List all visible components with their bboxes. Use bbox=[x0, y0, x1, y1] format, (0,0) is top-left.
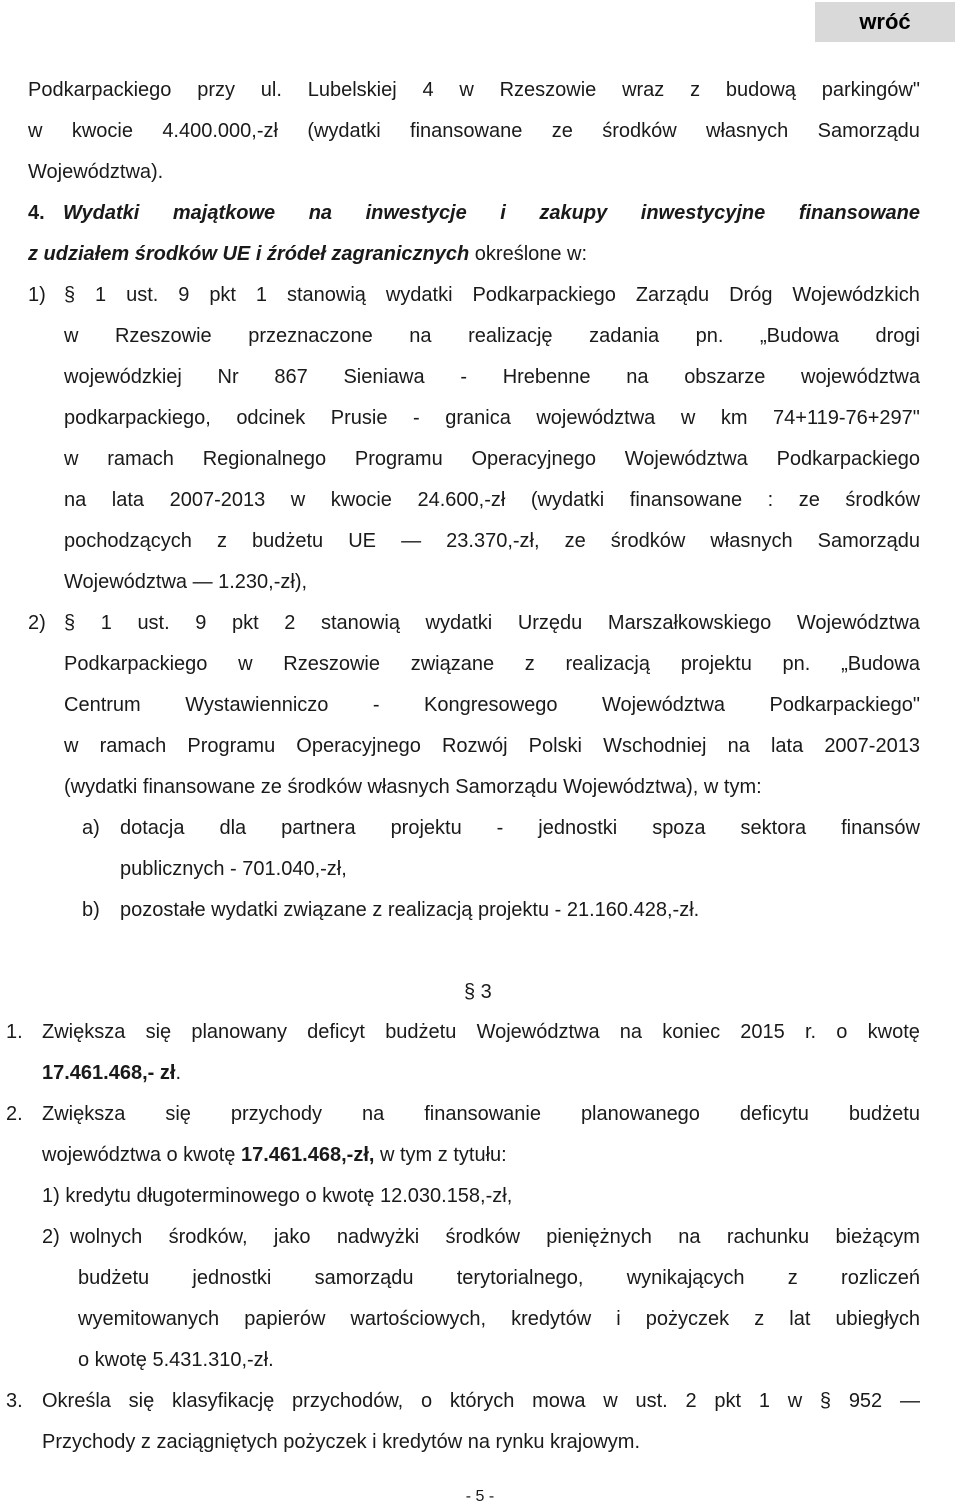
word: Zwiększa bbox=[42, 1103, 126, 1125]
word: lata bbox=[111, 489, 145, 511]
word: jednostki bbox=[538, 817, 618, 839]
word: - bbox=[372, 694, 380, 716]
word: Programu bbox=[187, 735, 276, 757]
word: stanowią bbox=[286, 284, 366, 306]
word: - bbox=[413, 407, 420, 429]
point-line bbox=[64, 529, 920, 553]
subitem-line: o kwotę 5.431.310,-zł. bbox=[78, 1349, 274, 1371]
word: 2015 bbox=[740, 1021, 785, 1043]
point-line bbox=[64, 447, 920, 471]
word: finansowane bbox=[629, 489, 743, 511]
word: Województwa bbox=[476, 1021, 600, 1043]
word: dotacja bbox=[120, 817, 185, 839]
word: zakupy bbox=[539, 202, 608, 224]
subpoint-letter: b) bbox=[82, 899, 100, 921]
word: przeznaczone bbox=[248, 325, 373, 347]
point-line bbox=[64, 406, 920, 430]
word: Regionalnego bbox=[202, 448, 327, 470]
word: Określa bbox=[42, 1390, 111, 1412]
word: 4 bbox=[422, 79, 434, 101]
word: i bbox=[500, 202, 506, 224]
word: kwocie bbox=[71, 120, 133, 142]
word: o bbox=[836, 1021, 848, 1043]
word: parkingów" bbox=[821, 79, 920, 101]
word: (wydatki bbox=[307, 120, 381, 142]
word: koniec bbox=[662, 1021, 721, 1043]
word: Wydatki bbox=[63, 202, 140, 224]
word: Lubelskiej bbox=[307, 79, 397, 101]
word: kwotę bbox=[867, 1021, 920, 1043]
word: pn. bbox=[782, 653, 811, 675]
word: Hrebenne bbox=[502, 366, 591, 388]
word: inwestycje bbox=[365, 202, 467, 224]
word: § bbox=[819, 1390, 832, 1412]
word: na bbox=[727, 735, 750, 757]
word: własnych bbox=[706, 120, 789, 142]
point-line bbox=[64, 365, 920, 389]
word: ze bbox=[798, 489, 820, 511]
word: realizacją bbox=[565, 653, 650, 675]
subitem-number: 2) bbox=[42, 1226, 60, 1248]
word: Zarządu bbox=[635, 284, 710, 306]
word: na bbox=[409, 325, 432, 347]
word: Urzędu bbox=[517, 612, 583, 634]
word: wynikających bbox=[626, 1267, 745, 1289]
point-line bbox=[64, 324, 920, 348]
word: w bbox=[28, 120, 43, 142]
word: Podkarpackiego bbox=[776, 448, 920, 470]
word: „Budowa bbox=[760, 325, 839, 347]
word: Kongresowego bbox=[424, 694, 558, 716]
subitem-line bbox=[70, 1225, 920, 1249]
word: drogi bbox=[875, 325, 920, 347]
item-line bbox=[42, 1102, 920, 1126]
word: pkt bbox=[232, 612, 259, 634]
item-line-end: w tym z tytułu: bbox=[380, 1144, 507, 1166]
word: środków bbox=[845, 489, 920, 511]
word: Programu bbox=[354, 448, 443, 470]
word: pkt bbox=[209, 284, 236, 306]
word: Podkarpackiego bbox=[64, 653, 208, 675]
point-number: 1) bbox=[28, 284, 46, 306]
item-number: 1. bbox=[6, 1021, 23, 1043]
word: finansów bbox=[841, 817, 920, 839]
word: deficyt bbox=[307, 1021, 365, 1043]
word: Podkarpackiego bbox=[472, 284, 616, 306]
word: bieżącym bbox=[835, 1226, 920, 1248]
word: lat bbox=[789, 1308, 811, 1330]
word: Wystawienniczo bbox=[185, 694, 329, 716]
word: pochodzących bbox=[64, 530, 192, 552]
word: § bbox=[64, 612, 76, 634]
word: Wschodniej bbox=[603, 735, 707, 757]
word: wydatki bbox=[385, 284, 453, 306]
back-button[interactable]: wróć bbox=[815, 2, 955, 42]
word: Samorządu bbox=[817, 120, 920, 142]
word: : bbox=[767, 489, 774, 511]
word: Operacyjnego bbox=[296, 735, 421, 757]
word: Samorządu bbox=[817, 530, 920, 552]
point-line bbox=[64, 652, 920, 676]
word: jako bbox=[273, 1226, 311, 1248]
subpoint-line: pozostałe wydatki związane z realizacją projektu - 21.160.428,-zł. bbox=[120, 899, 700, 921]
word: w bbox=[64, 448, 79, 470]
word: ul. bbox=[260, 79, 282, 101]
word: ust. bbox=[635, 1390, 668, 1412]
word: o bbox=[420, 1390, 433, 1412]
word: deficytu bbox=[739, 1103, 809, 1125]
subitem-line: 1) kredytu długoterminowego o kwotę 12.030.158,-zł, bbox=[42, 1185, 513, 1207]
word: budową bbox=[725, 79, 796, 101]
word: projektu bbox=[680, 653, 752, 675]
word: środków bbox=[445, 1226, 520, 1248]
word: budżetu bbox=[252, 530, 324, 552]
word: Województwa bbox=[601, 694, 725, 716]
word: samorządu bbox=[314, 1267, 414, 1289]
word: odcinek bbox=[236, 407, 306, 429]
word: zadania bbox=[589, 325, 660, 347]
word: — bbox=[899, 1390, 920, 1412]
word: 867 bbox=[274, 366, 308, 388]
word: środków, bbox=[168, 1226, 248, 1248]
word: majątkowe bbox=[172, 202, 276, 224]
item-heading-continued bbox=[28, 242, 587, 266]
word: Wojewódzkich bbox=[792, 284, 920, 306]
word: na bbox=[678, 1226, 701, 1248]
word: 2007-2013 bbox=[824, 735, 920, 757]
subpoint-letter: a) bbox=[82, 817, 100, 839]
word: się bbox=[128, 1390, 155, 1412]
word: § bbox=[64, 284, 76, 306]
item-line bbox=[42, 1061, 181, 1085]
point-line bbox=[64, 611, 920, 635]
word: mowa bbox=[532, 1390, 586, 1412]
word: budżetu bbox=[848, 1103, 920, 1125]
word: przy bbox=[197, 79, 236, 101]
word: partnera bbox=[281, 817, 356, 839]
word: ramach bbox=[99, 735, 167, 757]
word: finansowanie bbox=[424, 1103, 541, 1125]
word: dla bbox=[219, 817, 247, 839]
word: granica bbox=[445, 407, 511, 429]
item-line bbox=[42, 1143, 507, 1167]
word: z bbox=[787, 1267, 798, 1289]
word: rachunku bbox=[726, 1226, 810, 1248]
word: budżetu bbox=[78, 1267, 150, 1289]
word: wydatki bbox=[425, 612, 493, 634]
item-heading bbox=[63, 201, 920, 225]
word: w bbox=[64, 325, 79, 347]
word: ubiegłych bbox=[835, 1308, 920, 1330]
word: pieniężnych bbox=[546, 1226, 652, 1248]
item-number: 2. bbox=[6, 1103, 23, 1125]
word: Zwiększa bbox=[42, 1021, 126, 1043]
word: Województwa bbox=[624, 448, 748, 470]
word: r. bbox=[804, 1021, 817, 1043]
word: papierów bbox=[244, 1308, 326, 1330]
word: sektora bbox=[740, 817, 807, 839]
word: ze bbox=[551, 120, 573, 142]
point-line bbox=[64, 693, 920, 717]
word: podkarpackiego, bbox=[64, 407, 211, 429]
word: w bbox=[238, 653, 253, 675]
word: Marszałkowskiego bbox=[607, 612, 772, 634]
word: planowany bbox=[191, 1021, 287, 1043]
word: wojewódzkiej bbox=[64, 366, 182, 388]
revenue-amount: 17.461.468,-zł, bbox=[241, 1144, 375, 1166]
word: rozliczeń bbox=[841, 1267, 920, 1289]
word: w bbox=[603, 1390, 618, 1412]
word: 1 bbox=[255, 284, 268, 306]
word: Podkarpackiego" bbox=[769, 694, 920, 716]
word: inwestycyjne bbox=[640, 202, 766, 224]
word: w bbox=[459, 79, 474, 101]
word: realizację bbox=[468, 325, 553, 347]
word: z bbox=[524, 653, 535, 675]
subitem-line bbox=[78, 1307, 920, 1331]
subitem-line bbox=[78, 1266, 920, 1290]
item-number: 4. bbox=[28, 202, 45, 224]
subpoint-line: publicznych - 701.040,-zł, bbox=[120, 858, 347, 880]
word: 2007-2013 bbox=[169, 489, 266, 511]
word: spoza bbox=[652, 817, 706, 839]
word: Rzeszowie bbox=[499, 79, 597, 101]
word: projektu bbox=[390, 817, 462, 839]
word: na bbox=[619, 1021, 643, 1043]
word: i bbox=[616, 1308, 621, 1330]
word: Centrum bbox=[64, 694, 141, 716]
word: Rzeszowie bbox=[283, 653, 380, 675]
word: na bbox=[626, 366, 649, 388]
word: terytorialnego, bbox=[456, 1267, 584, 1289]
word: Podkarpackiego bbox=[28, 79, 172, 101]
word: kredytów bbox=[511, 1308, 592, 1330]
word: w bbox=[290, 489, 306, 511]
word: Sieniawa bbox=[343, 366, 425, 388]
word: Rzeszowie bbox=[114, 325, 212, 347]
word: 24.600,-zł bbox=[417, 489, 506, 511]
word: stanowią bbox=[321, 612, 400, 634]
word: Polski bbox=[528, 735, 582, 757]
word: z bbox=[690, 79, 701, 101]
word: 1 bbox=[95, 284, 107, 306]
word: ust. bbox=[126, 284, 159, 306]
word: obszarze bbox=[684, 366, 766, 388]
deficit-amount: 17.461.468,- zł bbox=[42, 1062, 176, 1084]
word: jednostki bbox=[192, 1267, 272, 1289]
item-heading-rest: określone w: bbox=[474, 243, 588, 265]
word: których bbox=[449, 1390, 515, 1412]
paragraph-line bbox=[28, 78, 920, 102]
word: UE bbox=[348, 530, 377, 552]
word: wartościowych, bbox=[350, 1308, 487, 1330]
item-line-end: . bbox=[175, 1062, 181, 1084]
word: 2 bbox=[284, 612, 296, 634]
word: 1 bbox=[100, 612, 112, 634]
word: - bbox=[460, 366, 467, 388]
word: wraz bbox=[622, 79, 665, 101]
point-number: 2) bbox=[28, 612, 46, 634]
word: Województwa bbox=[796, 612, 920, 634]
word: się bbox=[145, 1021, 172, 1043]
word: w bbox=[680, 407, 696, 429]
word: środków bbox=[610, 530, 686, 552]
word: z bbox=[754, 1308, 765, 1330]
point-line bbox=[64, 488, 920, 512]
word: (wydatki bbox=[530, 489, 605, 511]
word: nadwyżki bbox=[336, 1226, 420, 1248]
word: finansowane bbox=[798, 202, 920, 224]
word: „Budowa bbox=[841, 653, 920, 675]
word: 1 bbox=[758, 1390, 770, 1412]
word: planowanego bbox=[580, 1103, 700, 1125]
item-number: 3. bbox=[6, 1390, 23, 1412]
word: pożyczek bbox=[645, 1308, 730, 1330]
point-line bbox=[64, 283, 920, 307]
word: się bbox=[165, 1103, 191, 1125]
item-line bbox=[42, 1389, 920, 1413]
item-line bbox=[42, 1020, 920, 1044]
word: ze bbox=[564, 530, 586, 552]
word: finansowane bbox=[410, 120, 523, 142]
word: pn. bbox=[695, 325, 724, 347]
word: na bbox=[308, 202, 333, 224]
word: województwa bbox=[536, 407, 656, 429]
page-number: - 5 - bbox=[465, 1488, 495, 1505]
word: z bbox=[216, 530, 227, 552]
word: 9 bbox=[178, 284, 190, 306]
word: Dróg bbox=[729, 284, 773, 306]
word: 2 bbox=[685, 1390, 697, 1412]
word: 952 bbox=[848, 1390, 883, 1412]
word: środków bbox=[602, 120, 677, 142]
paragraph-line bbox=[28, 119, 920, 143]
item-line-start: województwa o kwotę bbox=[42, 1144, 236, 1166]
word: - bbox=[496, 817, 504, 839]
word: przychody bbox=[230, 1103, 323, 1125]
word: w bbox=[64, 735, 79, 757]
paragraph-line: Województwa). bbox=[28, 161, 164, 183]
word: na bbox=[362, 1103, 385, 1125]
word: w bbox=[787, 1390, 803, 1412]
word: na bbox=[64, 489, 87, 511]
word: Nr bbox=[217, 366, 239, 388]
word: budżetu bbox=[385, 1021, 457, 1043]
word: związane bbox=[410, 653, 495, 675]
point-line bbox=[64, 734, 920, 758]
word: wolnych bbox=[70, 1226, 143, 1248]
word: Rozwój bbox=[441, 735, 508, 757]
word: województwa bbox=[801, 366, 920, 388]
word: km bbox=[720, 407, 748, 429]
word: ust. bbox=[137, 612, 170, 634]
word: kwocie bbox=[330, 489, 392, 511]
word: ramach bbox=[107, 448, 174, 470]
word: 23.370,-zł, bbox=[446, 530, 540, 552]
word: 74+119-76+297" bbox=[773, 407, 920, 429]
subpoint-line bbox=[120, 816, 920, 840]
point-line: (wydatki finansowane ze środków własnych Samorządu Województwa), w tym: bbox=[64, 776, 762, 798]
word: Operacyjnego bbox=[471, 448, 596, 470]
word: 9 bbox=[195, 612, 207, 634]
point-line: Województwa — 1.230,-zł), bbox=[64, 571, 308, 593]
word: — bbox=[401, 530, 422, 552]
word: wyemitowanych bbox=[78, 1308, 220, 1330]
word: 4.400.000,-zł bbox=[162, 120, 278, 142]
word: przychodów, bbox=[292, 1390, 404, 1412]
word: Prusie bbox=[330, 407, 388, 429]
section-heading: § 3 bbox=[464, 981, 492, 1003]
item-heading-bold: z udziałem środków UE i źródeł zagranicznych bbox=[28, 243, 470, 265]
word: klasyfikację bbox=[172, 1390, 275, 1412]
word: własnych bbox=[710, 530, 793, 552]
item-line: Przychody z zaciągniętych pożyczek i kredytów na rynku krajowym. bbox=[42, 1431, 641, 1453]
word: lata bbox=[770, 735, 804, 757]
word: pkt bbox=[714, 1390, 742, 1412]
